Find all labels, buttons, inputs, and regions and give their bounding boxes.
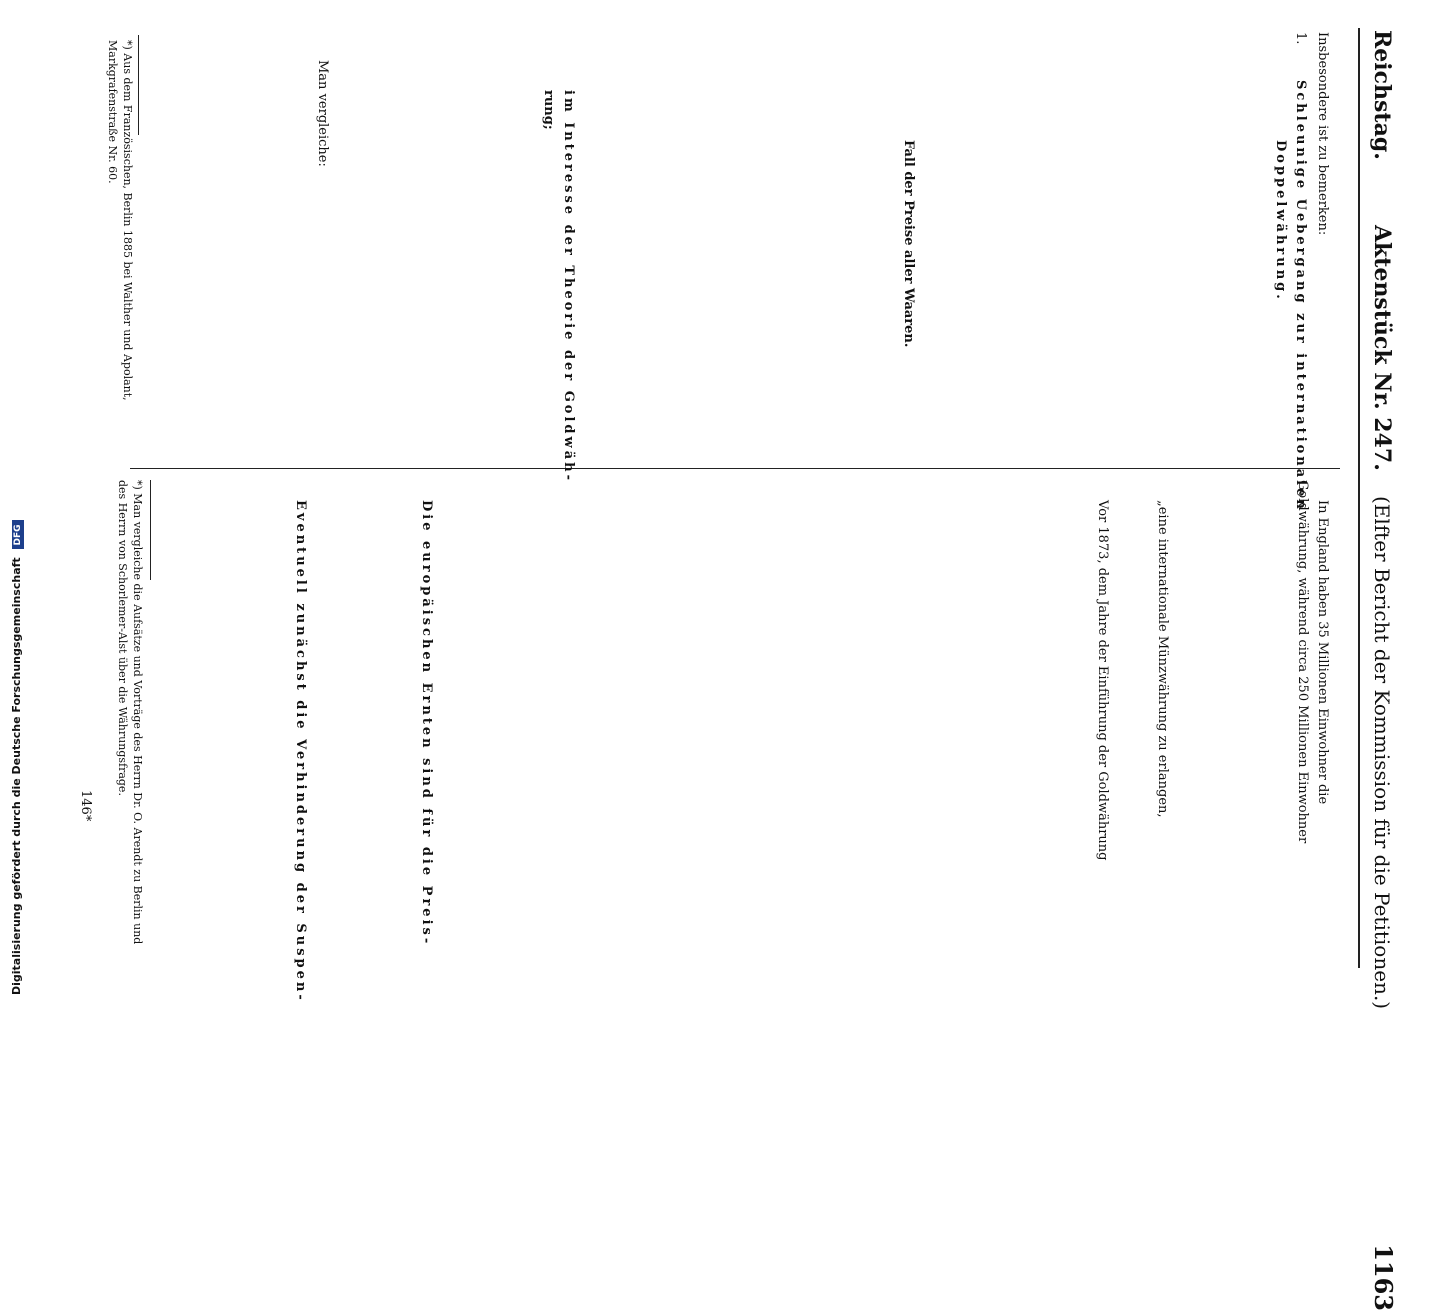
header-center: Aktenstück Nr. 247.	[1369, 224, 1395, 471]
section-1-heading-2: Doppelwährung.	[1273, 140, 1288, 302]
signature-mark: 146*	[78, 790, 93, 822]
section-1-heading: Schleunige Uebergang zur internationalen	[1293, 80, 1308, 512]
heading-suspension: Eventuell zunächst die Verhinderung der Suspen-	[293, 500, 308, 1003]
page-header	[1369, 30, 1398, 1311]
margin-note-text: Digitalisierung gefördert durch die Deutsche Forschungsgemeinschaft	[10, 557, 23, 995]
header-rule	[1358, 28, 1360, 968]
header-right: (Elfter Bericht der Kommission für die Petitionen.)	[1370, 495, 1394, 1010]
right-para-1: In England haben 35 Millionen Einwohner die	[1315, 500, 1330, 805]
column-divider	[130, 468, 1340, 469]
right-footnote: *) Man vergleiche die Aufsätze und Vorträge des Herrn Dr. O. Arendt zu Berlin und des Herrn von Schorlemer-Alst über die Währungsfrage.	[116, 480, 144, 945]
heading-theorie-2: rung;	[541, 90, 556, 130]
left-footnote-rule	[138, 35, 139, 135]
dfg-logo: DFG	[12, 520, 24, 549]
header-left: Reichstag.	[1369, 30, 1395, 160]
quote-international: „eine internationale Münzwährung zu erlangen,	[1155, 500, 1170, 818]
man-vergleiche: Man vergleiche:	[315, 60, 330, 167]
year-1873-para: Vor 1873, dem Jahre der Einführung der Goldwährung	[1095, 500, 1110, 861]
right-footnote-rule	[150, 480, 151, 580]
intro-line: Insbesondere ist zu bemerken:	[1315, 32, 1330, 236]
heading-theorie: im Interesse der Theorie der Goldwäh-	[561, 90, 576, 483]
heading-preisfall: Fall der Preise aller Waaren.	[901, 140, 916, 348]
left-footnote: *) Aus dem Französischen, Berlin 1885 bei Walther und Apolant, Markgrafenstraße Nr. 60.	[106, 40, 134, 401]
right-para-1-line-2: Goldwährung, während circa 250 Millionen Einwohner	[1295, 480, 1310, 844]
page-number: 1163	[1369, 1244, 1398, 1311]
margin-note	[10, 520, 24, 995]
section-1-number: 1.	[1293, 32, 1308, 45]
heading-europaeische-ernten: Die europäischen Ernten sind für die Preis-	[419, 500, 434, 947]
